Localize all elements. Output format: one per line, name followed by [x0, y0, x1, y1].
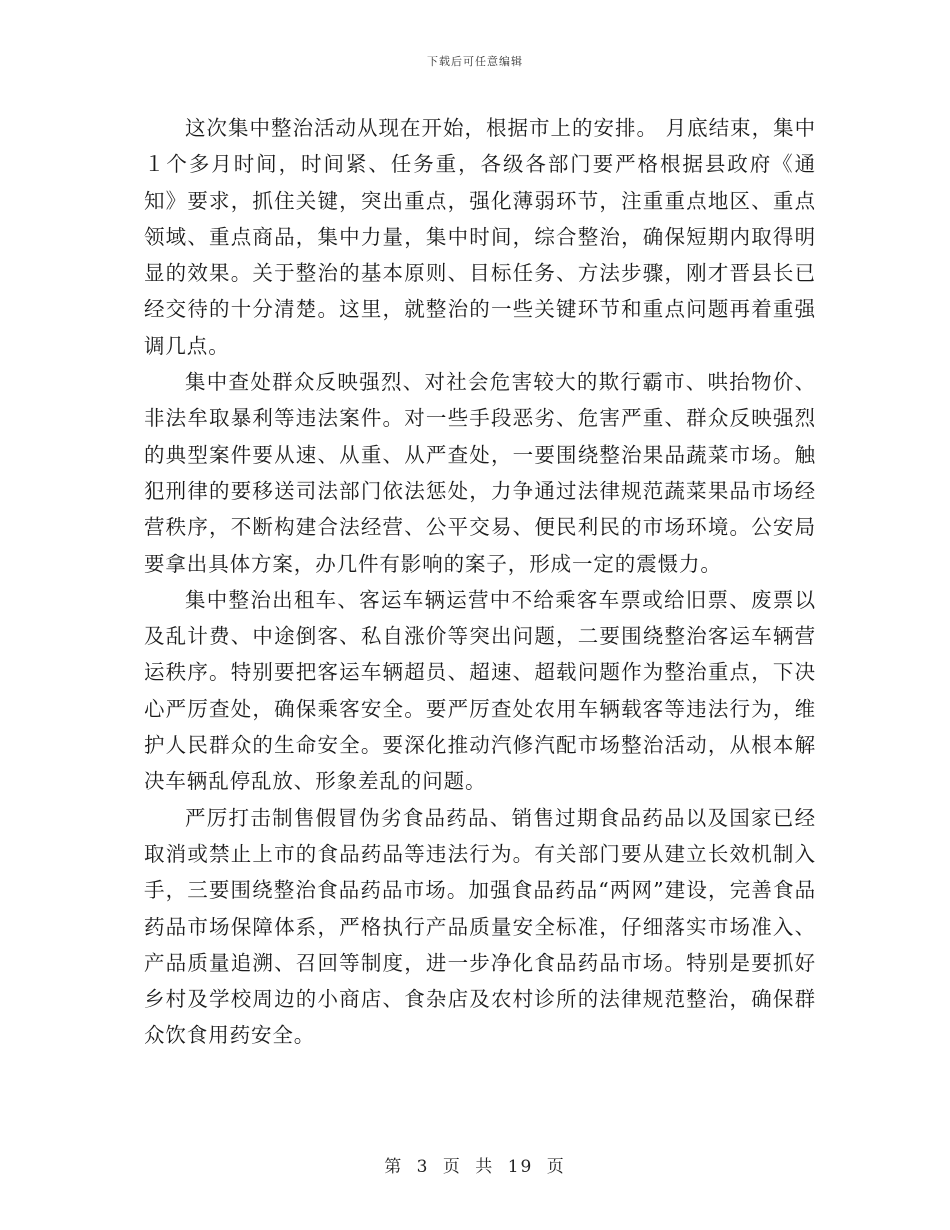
- paragraph-1: 这次集中整治活动从现在开始，根据市上的安排。 月底结束，集中１个多月时间，时间紧、任务重，各级各部门要严格根据县政府《通知》要求，抓住关键，突出重点，强化薄弱环节，注重重点地区、重点领域、重点商品，集中力量，集中时间，综合整治，确保短期内取得明显的效果。关于整治的基本原则、目标任务、方法步骤，刚才晋县长已经交待的十分清楚。这里，就整治的一些关键环节和重点问题再着重强调几点。: [144, 116, 816, 358]
- document-body: [144, 110, 816, 1054]
- paragraph-3: 集中整治出租车、客运车辆运营中不给乘客车票或给旧票、废票以及乱计费、中途倒客、私自涨价等突出问题，二要围绕整治客运车辆营运秩序。特别要把客运车辆超员、超速、超载问题作为整治重点，下决心严厉查处，确保乘客安全。要严厉查处农用车辆载客等违法行为，维护人民群众的生命安全。要深化推动汽修汽配市场整治活动，从根本解决车辆乱停乱放、形象差乱的问题。: [144, 587, 816, 794]
- paragraph-2: 集中查处群众反映强烈、对社会危害较大的欺行霸市、哄抬物价、非法牟取暴利等违法案件。对一些手段恶劣、危害严重、群众反映强烈的典型案件要从速、从重、从严查处，一要围绕整治果品蔬菜市场。触犯刑律的要移送司法部门依法惩处，力争通过法律规范蔬菜果品市场经营秩序，不断构建合法经营、公平交易、便民利民的市场环境。公安局要拿出具体方案，办几件有影响的案子，形成一定的震慑力。: [144, 370, 816, 576]
- download-note: 下载后可任意编辑: [427, 55, 523, 68]
- paragraph-4: 严厉打击制售假冒伪劣食品药品、销售过期食品药品以及国家已经取消或禁止上市的食品药品等违法行为。有关部门要从建立长效机制入手，三要围绕整治食品药品市场。加强食品药品“两网”建设，完善食品药品市场保障体系，严格执行产品质量安全标准，仔细落实市场准入、产品质量追溯、召回等制度，进一步净化食品药品市场。特别是要抓好乡村及学校周边的小商店、食杂店及农村诊所的法律规范整治，确保群众饮食用药安全。: [144, 805, 816, 1048]
- page-number: 第 3 页 共 19 页: [384, 1157, 566, 1177]
